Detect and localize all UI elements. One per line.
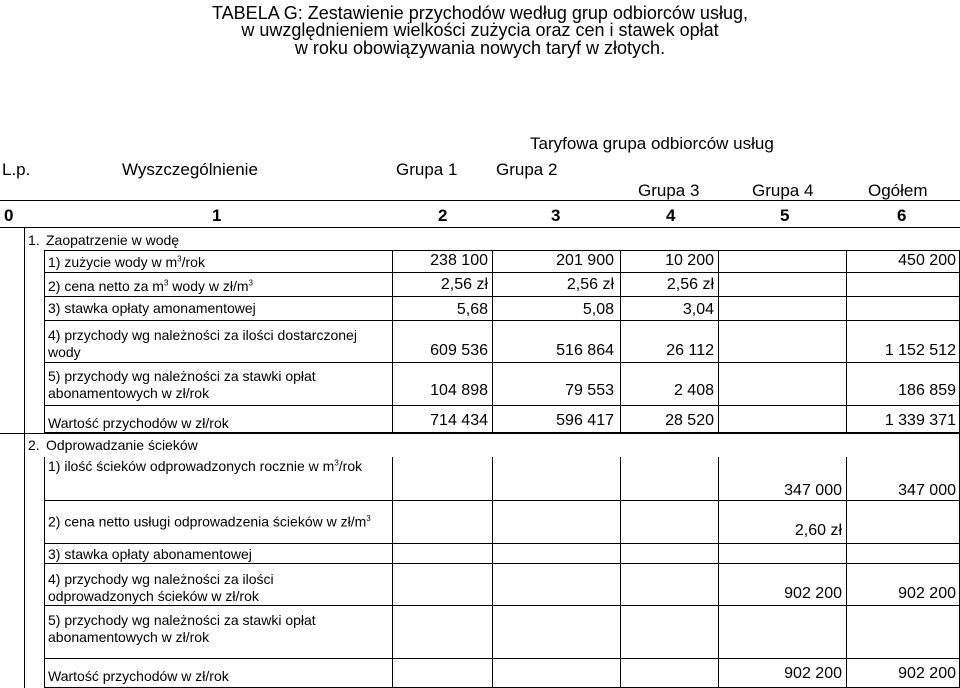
s2-r2-label: 2) cena netto usługi odprowadzenia ścieków w $zł/m^3$ xyxy=(48,513,371,530)
s2-r4-g4: 902 200 xyxy=(784,585,842,602)
s2-r4-label: 4) przychody wg należności za ilości odprowadzonych ścieków w zł/rok xyxy=(48,571,274,604)
col-number-5: 5 xyxy=(780,206,790,225)
rule-col xyxy=(492,250,493,433)
section1-number: 1. xyxy=(28,232,40,248)
rule-col xyxy=(392,250,393,433)
s1-r3-g3: 3,04 xyxy=(682,301,714,318)
col-number-3: 3 xyxy=(551,206,561,225)
group3-heading: Grupa 3 xyxy=(638,181,700,200)
section1-name: Zaopatrzenie w wodę xyxy=(46,232,180,248)
group2-heading: Grupa 2 xyxy=(496,160,558,179)
s1-r5-total: 186 859 xyxy=(898,382,956,399)
rule-row xyxy=(44,658,960,659)
rule-col xyxy=(620,457,621,688)
s1-r2-g1: 2,56 zł xyxy=(440,276,488,293)
section2-name: Odprowadzanie ścieków xyxy=(46,437,198,453)
s1-r3-g2: 5,08 xyxy=(582,301,614,318)
s2-r3-label: 3) stawka opłaty abonamentowej xyxy=(48,546,252,562)
s1-r3-label: 3) stawka opłaty amonamentowej xyxy=(48,300,256,316)
rule-row xyxy=(44,500,960,501)
s1-r5-label: 5) przychody wg należności za stawki opłat abonamentowych w zł/rok xyxy=(48,368,316,401)
title-line-1: TABELA G: Zestawienie przychodów według grup odbiorców usług, xyxy=(212,3,748,23)
group4-heading: Grupa 4 xyxy=(752,181,814,200)
s2-r4-total: 902 200 xyxy=(898,585,956,602)
rule-col xyxy=(718,457,719,688)
rule-section xyxy=(0,433,960,434)
rule-row xyxy=(44,296,960,297)
rule-row xyxy=(44,320,960,321)
s2-sum-g4: 902 200 xyxy=(784,665,842,682)
rule-row xyxy=(44,272,960,273)
s1-r1-total: 450 200 xyxy=(898,252,956,269)
s1-sum-g2: 596 417 xyxy=(556,412,614,429)
rule-row xyxy=(44,543,960,544)
rule-row xyxy=(44,250,960,251)
s1-r5-g2: 79 553 xyxy=(565,382,614,399)
s2-r1-g4: 347 000 xyxy=(784,482,842,499)
rule-row xyxy=(44,405,960,406)
rule-col xyxy=(44,250,45,433)
rule-row xyxy=(44,563,960,564)
spec-heading: Wyszczególnienie xyxy=(122,160,258,179)
total-heading: Ogółem xyxy=(868,181,928,200)
s1-r1-g1: 238 100 xyxy=(430,252,488,269)
s1-sum-label: Wartość przychodów w zł/rok xyxy=(48,415,229,431)
s2-r1-total: 347 000 xyxy=(898,482,956,499)
s1-sum-g1: 714 434 xyxy=(430,412,488,429)
s1-r4-label: 4) przychody wg należności za ilości dostarczonej wody xyxy=(48,327,357,360)
rule-col xyxy=(718,250,719,433)
s1-r4-total: 1 152 512 xyxy=(884,342,956,359)
rule-lp-column xyxy=(24,227,25,688)
rule-col xyxy=(620,250,621,433)
rule-header-bottom xyxy=(0,200,960,201)
s1-r2-g3: 2,56 zł xyxy=(666,276,714,293)
s1-r4-g1: 609 536 xyxy=(430,342,488,359)
rule-row xyxy=(44,362,960,363)
s1-r2-label: 2) cena netto za $m^3$ wody w $zł/m^3$ xyxy=(48,278,253,294)
rule-col xyxy=(392,457,393,688)
col-number-0: 0 xyxy=(4,206,14,225)
s1-sum-total: 1 339 371 xyxy=(884,412,956,429)
s1-r1-g2: 201 900 xyxy=(556,252,614,269)
s1-r5-g1: 104 898 xyxy=(430,382,488,399)
s1-r3-g1: 5,68 xyxy=(456,301,488,318)
s1-r5-g3: 2 408 xyxy=(673,382,714,399)
s2-sum-total: 902 200 xyxy=(898,665,956,682)
s1-r1-label: 1) zużycie wody w $m^3$/rok xyxy=(48,254,205,270)
rule-col xyxy=(44,457,45,688)
col-number-4: 4 xyxy=(666,206,676,225)
col-number-1: 1 xyxy=(212,206,222,225)
s2-r1-label: 1) ilość ścieków odprowadzonych rocznie w $m^3$/rok xyxy=(48,458,363,474)
rule-numbers-bottom xyxy=(0,227,960,228)
s2-sum-label: Wartość przychodów w zł/rok xyxy=(48,668,229,684)
rule-col xyxy=(492,457,493,688)
s2-r2-g4: 2,60 zł xyxy=(794,522,842,539)
section2-number: 2. xyxy=(28,437,40,453)
col-number-2: 2 xyxy=(438,206,448,225)
s1-r2-g2: 2,56 zł xyxy=(566,276,614,293)
rule-col xyxy=(846,457,847,688)
title-line-3: w roku obowiązywania nowych taryf w złotych. xyxy=(294,38,666,58)
s1-r1-g3: 10 200 xyxy=(665,252,714,269)
title-line-2: w uwzględnieniem wielkości zużycia oraz cen i stawek opłat xyxy=(241,20,719,40)
tariff-group-heading: Taryfowa grupa odbiorców usług xyxy=(530,134,774,153)
s2-r5-label: 5) przychody wg należności za stawki opłat abonamentowych w zł/rok xyxy=(48,612,316,645)
rule-col xyxy=(846,250,847,433)
col-number-6: 6 xyxy=(897,206,907,225)
s1-r4-g3: 26 112 xyxy=(666,342,714,359)
s1-r4-g2: 516 864 xyxy=(556,342,614,359)
lp-heading: L.p. xyxy=(2,160,31,179)
group1-heading: Grupa 1 xyxy=(396,160,458,179)
s1-sum-g3: 28 520 xyxy=(665,412,714,429)
rule-row xyxy=(44,605,960,606)
